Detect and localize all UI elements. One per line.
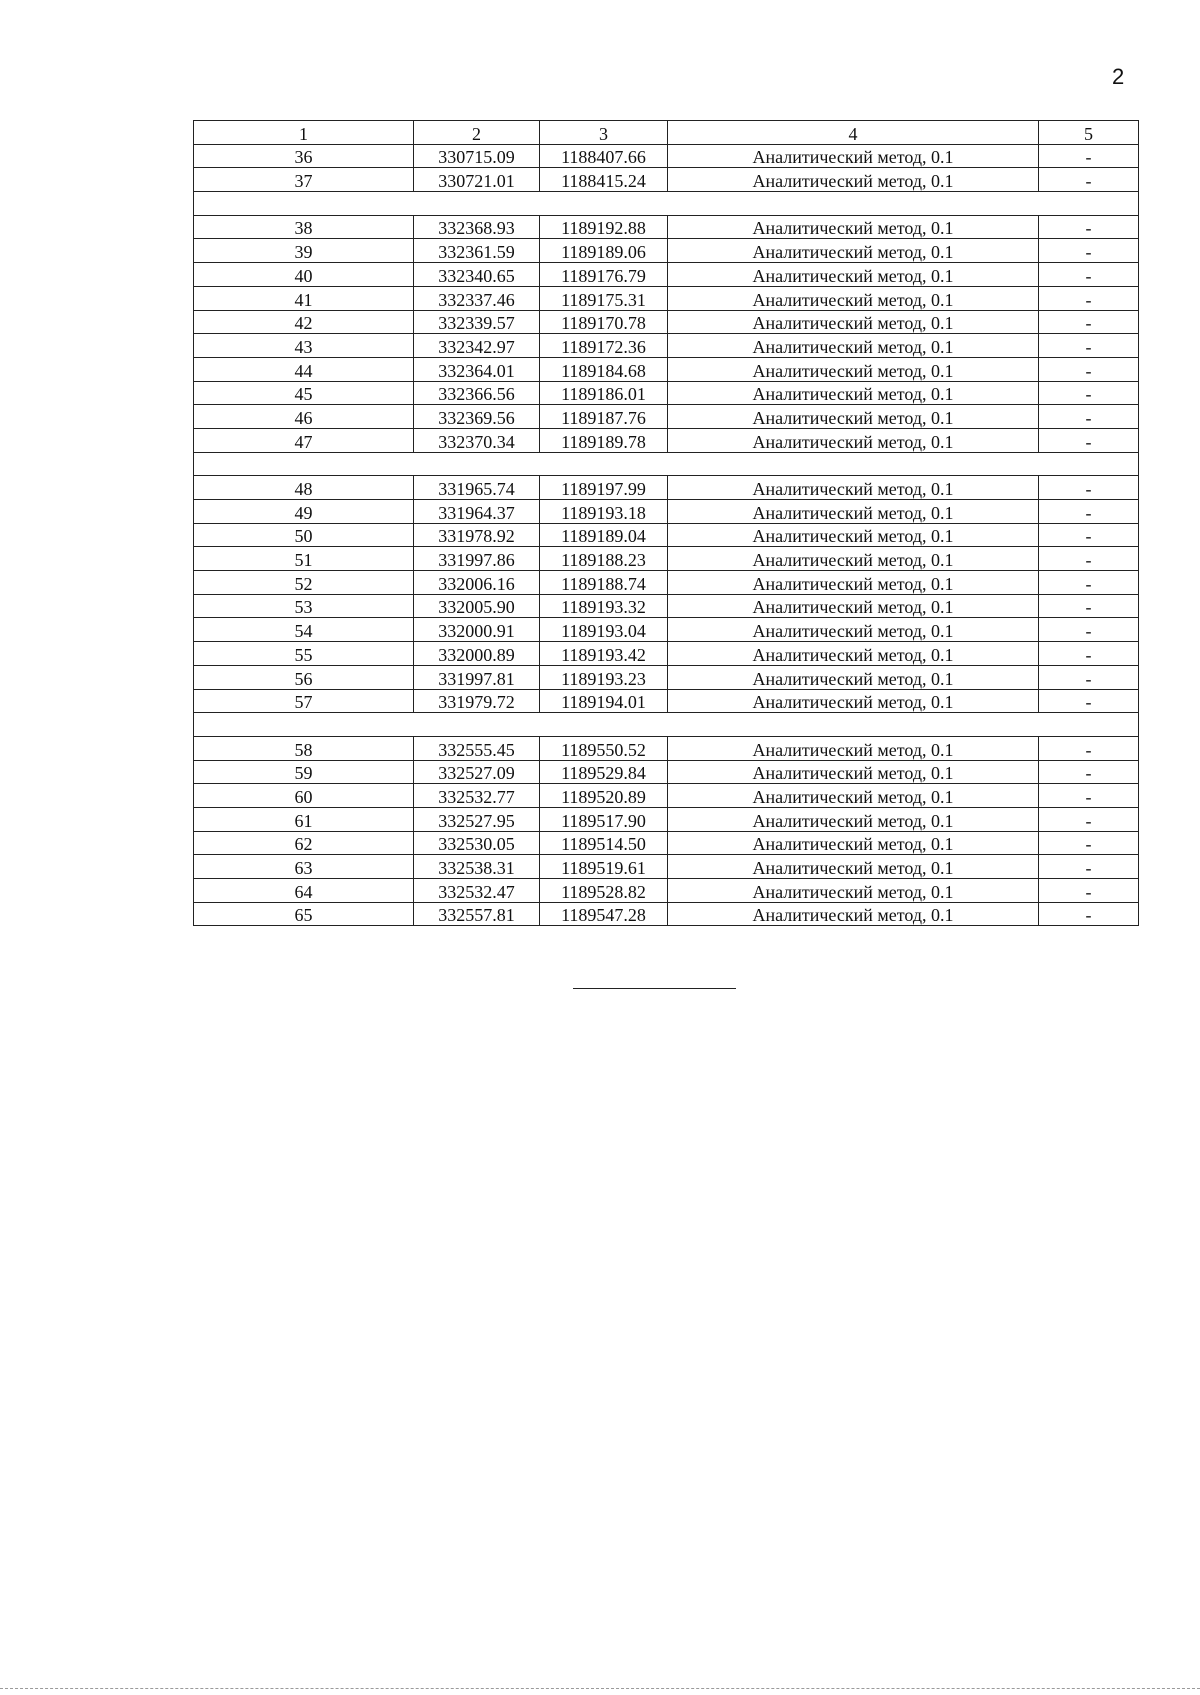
table-row	[194, 523, 1139, 547]
method-cell: Аналитический метод, 0.1	[668, 144, 1039, 168]
coordinates-table	[193, 120, 1139, 926]
note-cell: -	[1039, 168, 1139, 192]
y-coordinate-cell: 1189172.36	[540, 334, 668, 358]
x-coordinate-cell: 332337.46	[414, 286, 540, 310]
method-cell: Аналитический метод, 0.1	[668, 642, 1039, 666]
note-cell: -	[1039, 665, 1139, 689]
note-cell: -	[1039, 594, 1139, 618]
table-row	[194, 239, 1139, 263]
table-row	[194, 902, 1139, 926]
method-cell: Аналитический метод, 0.1	[668, 428, 1039, 452]
x-coordinate-cell: 332342.97	[414, 334, 540, 358]
y-coordinate-cell: 1189528.82	[540, 879, 668, 903]
y-coordinate-cell: 1189170.78	[540, 310, 668, 334]
method-cell: Аналитический метод, 0.1	[668, 855, 1039, 879]
x-coordinate-cell: 332366.56	[414, 381, 540, 405]
point-number-cell: 58	[194, 736, 414, 760]
method-cell: Аналитический метод, 0.1	[668, 831, 1039, 855]
note-cell: -	[1039, 571, 1139, 595]
x-coordinate-cell: 332000.89	[414, 642, 540, 666]
point-number-cell: 39	[194, 239, 414, 263]
point-number-cell: 55	[194, 642, 414, 666]
scan-bottom-edge	[0, 1688, 1200, 1689]
note-cell: -	[1039, 405, 1139, 429]
y-coordinate-cell: 1189193.42	[540, 642, 668, 666]
note-cell: -	[1039, 523, 1139, 547]
point-number-cell: 52	[194, 571, 414, 595]
note-cell: -	[1039, 760, 1139, 784]
x-coordinate-cell: 332370.34	[414, 428, 540, 452]
x-coordinate-cell: 330715.09	[414, 144, 540, 168]
note-cell: -	[1039, 381, 1139, 405]
point-number-cell: 42	[194, 310, 414, 334]
method-cell: Аналитический метод, 0.1	[668, 689, 1039, 713]
point-number-cell: 65	[194, 902, 414, 926]
point-number-cell: 46	[194, 405, 414, 429]
x-coordinate-cell: 332006.16	[414, 571, 540, 595]
table-row	[194, 334, 1139, 358]
note-cell: -	[1039, 500, 1139, 524]
table-row	[194, 215, 1139, 239]
note-cell: -	[1039, 263, 1139, 287]
method-cell: Аналитический метод, 0.1	[668, 784, 1039, 808]
x-coordinate-cell: 332530.05	[414, 831, 540, 855]
y-coordinate-cell: 1189547.28	[540, 902, 668, 926]
note-cell: -	[1039, 476, 1139, 500]
y-coordinate-cell: 1189186.01	[540, 381, 668, 405]
table-row	[194, 571, 1139, 595]
x-coordinate-cell: 332527.95	[414, 807, 540, 831]
x-coordinate-cell: 331978.92	[414, 523, 540, 547]
y-coordinate-cell: 1188415.24	[540, 168, 668, 192]
y-coordinate-cell: 1189192.88	[540, 215, 668, 239]
x-coordinate-cell: 332000.91	[414, 618, 540, 642]
header-row	[194, 121, 1139, 145]
note-cell: -	[1039, 428, 1139, 452]
y-coordinate-cell: 1189188.74	[540, 571, 668, 595]
note-cell: -	[1039, 144, 1139, 168]
table-row	[194, 547, 1139, 571]
table-row	[194, 879, 1139, 903]
x-coordinate-cell: 332368.93	[414, 215, 540, 239]
note-cell: -	[1039, 736, 1139, 760]
note-cell: -	[1039, 357, 1139, 381]
note-cell: -	[1039, 902, 1139, 926]
y-coordinate-cell: 1189194.01	[540, 689, 668, 713]
x-coordinate-cell: 332361.59	[414, 239, 540, 263]
table-row	[194, 807, 1139, 831]
method-cell: Аналитический метод, 0.1	[668, 665, 1039, 689]
note-cell: -	[1039, 334, 1139, 358]
point-number-cell: 60	[194, 784, 414, 808]
y-coordinate-cell: 1189514.50	[540, 831, 668, 855]
method-cell: Аналитический метод, 0.1	[668, 168, 1039, 192]
group-separator-row	[194, 192, 1139, 216]
method-cell: Аналитический метод, 0.1	[668, 310, 1039, 334]
note-cell: -	[1039, 855, 1139, 879]
coordinates-table-body	[194, 121, 1139, 926]
x-coordinate-cell: 330721.01	[414, 168, 540, 192]
separator-cell	[194, 713, 1139, 737]
y-coordinate-cell: 1189550.52	[540, 736, 668, 760]
note-cell: -	[1039, 831, 1139, 855]
table-row	[194, 357, 1139, 381]
table-row	[194, 736, 1139, 760]
note-cell: -	[1039, 618, 1139, 642]
y-coordinate-cell: 1189175.31	[540, 286, 668, 310]
table-row	[194, 286, 1139, 310]
x-coordinate-cell: 332005.90	[414, 594, 540, 618]
x-coordinate-cell: 332364.01	[414, 357, 540, 381]
point-number-cell: 54	[194, 618, 414, 642]
table-row	[194, 855, 1139, 879]
header-cell: 1	[194, 121, 414, 145]
header-cell: 5	[1039, 121, 1139, 145]
method-cell: Аналитический метод, 0.1	[668, 405, 1039, 429]
header-cell: 4	[668, 121, 1039, 145]
point-number-cell: 57	[194, 689, 414, 713]
y-coordinate-cell: 1189517.90	[540, 807, 668, 831]
separator-cell	[194, 452, 1139, 476]
x-coordinate-cell: 331964.37	[414, 500, 540, 524]
note-cell: -	[1039, 807, 1139, 831]
y-coordinate-cell: 1189189.06	[540, 239, 668, 263]
table-row	[194, 689, 1139, 713]
note-cell: -	[1039, 689, 1139, 713]
y-coordinate-cell: 1189529.84	[540, 760, 668, 784]
point-number-cell: 36	[194, 144, 414, 168]
y-coordinate-cell: 1189189.78	[540, 428, 668, 452]
y-coordinate-cell: 1189189.04	[540, 523, 668, 547]
point-number-cell: 51	[194, 547, 414, 571]
y-coordinate-cell: 1189519.61	[540, 855, 668, 879]
table-row	[194, 594, 1139, 618]
x-coordinate-cell: 331979.72	[414, 689, 540, 713]
y-coordinate-cell: 1189193.32	[540, 594, 668, 618]
table-row	[194, 405, 1139, 429]
point-number-cell: 49	[194, 500, 414, 524]
point-number-cell: 56	[194, 665, 414, 689]
method-cell: Аналитический метод, 0.1	[668, 594, 1039, 618]
table-row	[194, 476, 1139, 500]
y-coordinate-cell: 1189193.04	[540, 618, 668, 642]
x-coordinate-cell: 332538.31	[414, 855, 540, 879]
table-row	[194, 784, 1139, 808]
table-row	[194, 428, 1139, 452]
y-coordinate-cell: 1189197.99	[540, 476, 668, 500]
end-of-table-rule	[573, 988, 736, 989]
method-cell: Аналитический метод, 0.1	[668, 381, 1039, 405]
note-cell: -	[1039, 239, 1139, 263]
separator-cell	[194, 192, 1139, 216]
point-number-cell: 47	[194, 428, 414, 452]
table-row	[194, 500, 1139, 524]
method-cell: Аналитический метод, 0.1	[668, 263, 1039, 287]
group-separator-row	[194, 713, 1139, 737]
point-number-cell: 62	[194, 831, 414, 855]
table-row	[194, 642, 1139, 666]
header-cell: 2	[414, 121, 540, 145]
note-cell: -	[1039, 310, 1139, 334]
method-cell: Аналитический метод, 0.1	[668, 357, 1039, 381]
x-coordinate-cell: 332339.57	[414, 310, 540, 334]
x-coordinate-cell: 332527.09	[414, 760, 540, 784]
note-cell: -	[1039, 879, 1139, 903]
table-row	[194, 263, 1139, 287]
x-coordinate-cell: 332557.81	[414, 902, 540, 926]
method-cell: Аналитический метод, 0.1	[668, 476, 1039, 500]
point-number-cell: 53	[194, 594, 414, 618]
note-cell: -	[1039, 215, 1139, 239]
page-number: 2	[1112, 64, 1125, 89]
table-row	[194, 665, 1139, 689]
point-number-cell: 44	[194, 357, 414, 381]
x-coordinate-cell: 332369.56	[414, 405, 540, 429]
x-coordinate-cell: 332340.65	[414, 263, 540, 287]
x-coordinate-cell: 332555.45	[414, 736, 540, 760]
method-cell: Аналитический метод, 0.1	[668, 523, 1039, 547]
point-number-cell: 40	[194, 263, 414, 287]
method-cell: Аналитический метод, 0.1	[668, 500, 1039, 524]
table-row	[194, 310, 1139, 334]
method-cell: Аналитический метод, 0.1	[668, 334, 1039, 358]
y-coordinate-cell: 1189184.68	[540, 357, 668, 381]
y-coordinate-cell: 1189520.89	[540, 784, 668, 808]
header-cell: 3	[540, 121, 668, 145]
table-row	[194, 168, 1139, 192]
method-cell: Аналитический метод, 0.1	[668, 760, 1039, 784]
point-number-cell: 63	[194, 855, 414, 879]
y-coordinate-cell: 1189187.76	[540, 405, 668, 429]
y-coordinate-cell: 1188407.66	[540, 144, 668, 168]
point-number-cell: 61	[194, 807, 414, 831]
note-cell: -	[1039, 286, 1139, 310]
x-coordinate-cell: 332532.77	[414, 784, 540, 808]
method-cell: Аналитический метод, 0.1	[668, 736, 1039, 760]
method-cell: Аналитический метод, 0.1	[668, 879, 1039, 903]
point-number-cell: 38	[194, 215, 414, 239]
point-number-cell: 41	[194, 286, 414, 310]
method-cell: Аналитический метод, 0.1	[668, 807, 1039, 831]
point-number-cell: 45	[194, 381, 414, 405]
table-row	[194, 618, 1139, 642]
x-coordinate-cell: 331965.74	[414, 476, 540, 500]
method-cell: Аналитический метод, 0.1	[668, 618, 1039, 642]
table-row	[194, 831, 1139, 855]
method-cell: Аналитический метод, 0.1	[668, 239, 1039, 263]
x-coordinate-cell: 332532.47	[414, 879, 540, 903]
point-number-cell: 64	[194, 879, 414, 903]
method-cell: Аналитический метод, 0.1	[668, 215, 1039, 239]
x-coordinate-cell: 331997.86	[414, 547, 540, 571]
table-row	[194, 381, 1139, 405]
point-number-cell: 43	[194, 334, 414, 358]
method-cell: Аналитический метод, 0.1	[668, 286, 1039, 310]
note-cell: -	[1039, 642, 1139, 666]
point-number-cell: 59	[194, 760, 414, 784]
x-coordinate-cell: 331997.81	[414, 665, 540, 689]
point-number-cell: 50	[194, 523, 414, 547]
method-cell: Аналитический метод, 0.1	[668, 571, 1039, 595]
y-coordinate-cell: 1189193.18	[540, 500, 668, 524]
y-coordinate-cell: 1189176.79	[540, 263, 668, 287]
table-row	[194, 760, 1139, 784]
method-cell: Аналитический метод, 0.1	[668, 547, 1039, 571]
point-number-cell: 48	[194, 476, 414, 500]
table-row	[194, 144, 1139, 168]
y-coordinate-cell: 1189188.23	[540, 547, 668, 571]
point-number-cell: 37	[194, 168, 414, 192]
y-coordinate-cell: 1189193.23	[540, 665, 668, 689]
note-cell: -	[1039, 784, 1139, 808]
note-cell: -	[1039, 547, 1139, 571]
group-separator-row	[194, 452, 1139, 476]
method-cell: Аналитический метод, 0.1	[668, 902, 1039, 926]
